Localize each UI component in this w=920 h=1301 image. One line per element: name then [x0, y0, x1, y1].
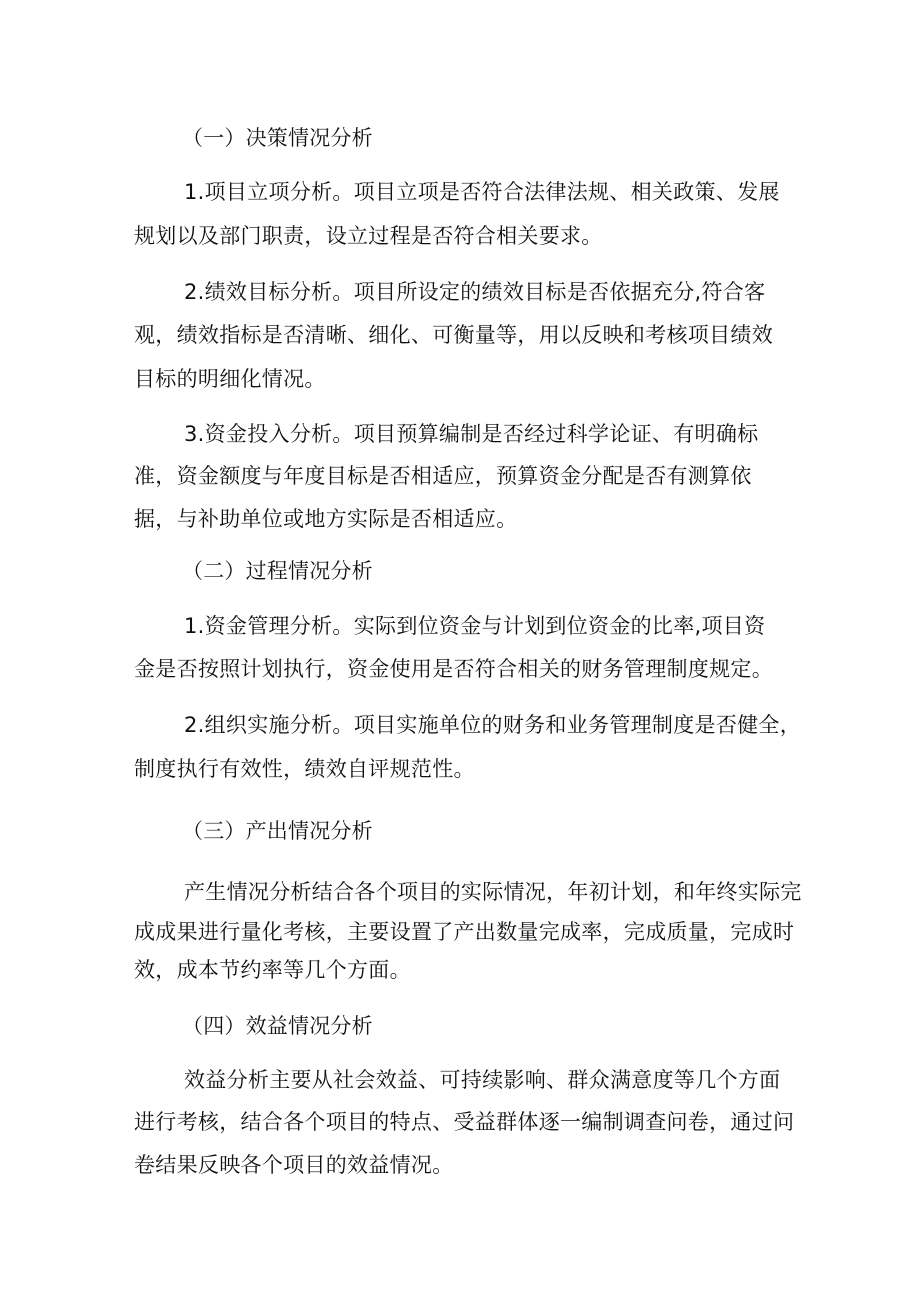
section-heading-output: （三）产出情况分析: [182, 819, 373, 843]
section-heading-process: （二）过程情况分析: [182, 559, 373, 583]
section-heading-decision: （一）决策情况分析: [182, 126, 373, 150]
paragraph-line: 进行考核，结合各个项目的特点、受益群体逐一编制调查问卷，通过问: [134, 1110, 795, 1134]
paragraph-line: 金是否按照计划执行，资金使用是否符合相关的财务管理制度规定。: [134, 657, 773, 681]
paragraph-line: 观，绩效指标是否清晰、细化、可衡量等，用以反映和考核项目绩效: [134, 323, 773, 347]
section-heading-benefit: （四）效益情况分析: [182, 1014, 373, 1038]
paragraph-line: 制度执行有效性，绩效自评规范性。: [134, 757, 475, 781]
paragraph-line: 规划以及部门职责，设立过程是否符合相关要求。: [134, 224, 603, 248]
paragraph-line: 目标的明细化情况。: [134, 367, 326, 391]
paragraph-line: 2.绩效目标分析。项目所设定的绩效目标是否依据充分,符合客: [184, 280, 766, 304]
paragraph-line: 效益分析主要从社会效益、可持续影响、群众满意度等几个方面: [184, 1068, 781, 1092]
paragraph-line: 准，资金额度与年度目标是否相适应，预算资金分配是否有测算依: [134, 464, 752, 488]
paragraph-line: 产生情况分析结合各个项目的实际情况，年初计划，和年终实际完: [184, 880, 802, 904]
paragraph-line: 据，与补助单位或地方实际是否相适应。: [134, 507, 518, 531]
paragraph-line: 成成果进行量化考核，主要设置了产出数量完成率，完成质量，完成时: [134, 920, 795, 944]
paragraph-line: 效，成本节约率等几个方面。: [134, 958, 411, 982]
paragraph-line: 2.组织实施分析。项目实施单位的财务和业务管理制度是否健全，: [184, 713, 802, 737]
paragraph-line: 1.项目立项分析。项目立项是否符合法律法规、相关政策、发展: [184, 180, 780, 204]
paragraph-line: 卷结果反映各个项目的效益情况。: [134, 1153, 454, 1177]
paragraph-line: 1.资金管理分析。实际到位资金与计划到位资金的比率,项目资: [184, 614, 766, 638]
paragraph-line: 3.资金投入分析。项目预算编制是否经过科学论证、有明确标: [184, 422, 759, 446]
